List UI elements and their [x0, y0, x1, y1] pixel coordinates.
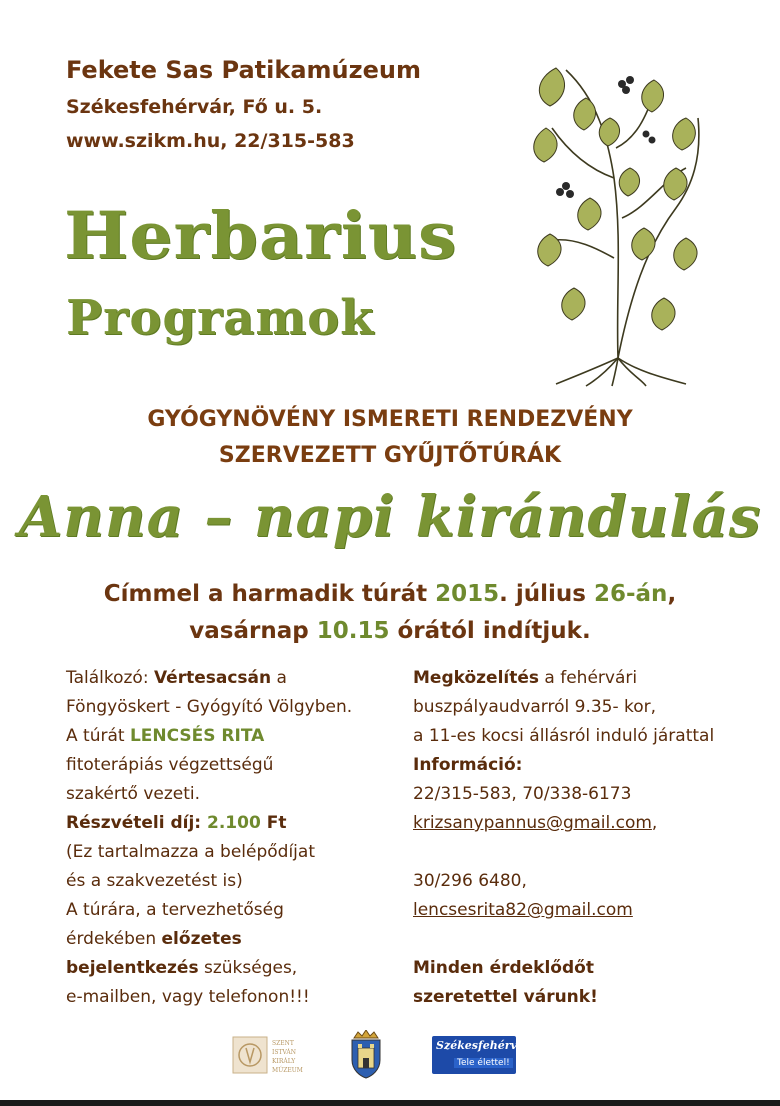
guide-qualification: fitoterápiás végzettségű: [66, 755, 274, 775]
registration-emphasis: előzetes: [161, 929, 242, 949]
registration-line-3: [66, 954, 386, 983]
city-logo-slogan: Tele élettel!: [454, 1058, 513, 1068]
museum-logo: [232, 1036, 324, 1074]
registration-line-1: A túrára, a tervezhetőség: [66, 900, 284, 920]
email-link-2[interactable]: lencsesrita82@gmail.com: [413, 900, 633, 920]
date-text-d: vasárnap: [189, 618, 317, 644]
info-phone-3: 30/296 6480,: [413, 871, 527, 891]
date-text-e: órától indítjuk.: [389, 618, 591, 644]
sponsor-logos: [0, 1030, 780, 1080]
museum-address: Székesfehérvár, Fő u. 5.: [66, 96, 323, 118]
meeting-location: Föngyöskert - Gyógyító Völgyben.: [66, 697, 353, 717]
meeting-point: [66, 664, 386, 693]
spacer: [413, 838, 743, 867]
event-category-line2: SZERVEZETT GYŰJTŐTÚRÁK: [218, 443, 562, 468]
city-logo-name: Székesfehérvár: [436, 1039, 530, 1052]
right-column: [413, 664, 743, 1012]
museum-contact: www.szikm.hu, 22/315-583: [66, 130, 355, 152]
registration-keyword: bejelentkezés: [66, 958, 199, 978]
fee-note-1: (Ez tartalmazza a belépődíjat: [66, 842, 315, 862]
access-text: a fehérvári: [539, 668, 638, 688]
fee-value: 2.100: [207, 813, 261, 833]
museum-logo-text-3: KIRÁLY: [272, 1058, 296, 1065]
fee-label: Részvételi díj:: [66, 813, 208, 833]
access-line-3: a 11-es kocsi állásról induló járattal: [413, 726, 715, 746]
date-line-2: [0, 618, 780, 644]
email-1-suffix: ,: [651, 813, 658, 833]
closing-line-2: szeretettel várunk!: [413, 987, 598, 1007]
meeting-place: Vértesacsán: [153, 668, 272, 688]
access-label: Megközelítés: [413, 668, 539, 688]
guide-text: A túrát: [66, 726, 130, 746]
herb-illustration: [526, 58, 712, 388]
date-text-b: . július: [499, 581, 594, 607]
fee-note-2: és a szakvezetést is): [66, 871, 243, 891]
date-text-a: Címmel a harmadik túrát: [103, 581, 436, 607]
info-phones: 22/315-583, 70/338-6173: [413, 784, 632, 804]
access-line-2: buszpályaudvarról 9.35- kor,: [413, 697, 657, 717]
fee-line: [66, 809, 386, 838]
museum-name: Fekete Sas Patikamúzeum: [66, 56, 421, 84]
info-email-1-line: [413, 809, 743, 838]
city-logo: [432, 1036, 530, 1074]
museum-logo-text-2: ISTVÁN: [272, 1049, 296, 1056]
registration-required: szükséges,: [198, 958, 298, 978]
info-label: Információ:: [413, 755, 523, 775]
guide-line: [66, 722, 386, 751]
meeting-rest: a: [271, 668, 287, 688]
guide-name: LENCSÉS RITA: [129, 726, 265, 746]
closing-line-1: Minden érdeklődőt: [413, 958, 594, 978]
registration-line-4: e-mailben, vagy telefonon!!!: [66, 987, 310, 1007]
info-email-2-line: [413, 896, 743, 925]
date-line-1: [0, 581, 780, 607]
event-time: 10.15: [316, 618, 390, 644]
event-category-line1: GYÓGYNÖVÉNY ISMERETI RENDEZVÉNY: [147, 407, 633, 432]
spacer: [413, 925, 743, 954]
event-year: 2015: [435, 581, 500, 607]
event-day: 26-án: [593, 581, 668, 607]
bottom-border: [0, 1100, 780, 1106]
event-title: Anna – napi kirándulás: [18, 484, 762, 550]
city-crest: [346, 1030, 386, 1080]
guide-role: szakértő vezeti.: [66, 784, 201, 804]
fee-unit: Ft: [260, 813, 287, 833]
program-title: Herbarius: [64, 198, 458, 274]
registration-line-2: [66, 925, 386, 954]
museum-logo-text-1: SZENT: [272, 1040, 294, 1047]
email-link-1[interactable]: krizsanypannus@gmail.com: [413, 813, 652, 833]
meeting-label: Találkozó:: [66, 668, 154, 688]
program-subtitle: Programok: [66, 290, 375, 346]
access-line-1: [413, 664, 743, 693]
museum-logo-text-4: MÚZEUM: [272, 1067, 303, 1074]
date-text-c: ,: [667, 581, 677, 607]
left-column: [66, 664, 386, 1012]
registration-text: érdekében: [66, 929, 162, 949]
